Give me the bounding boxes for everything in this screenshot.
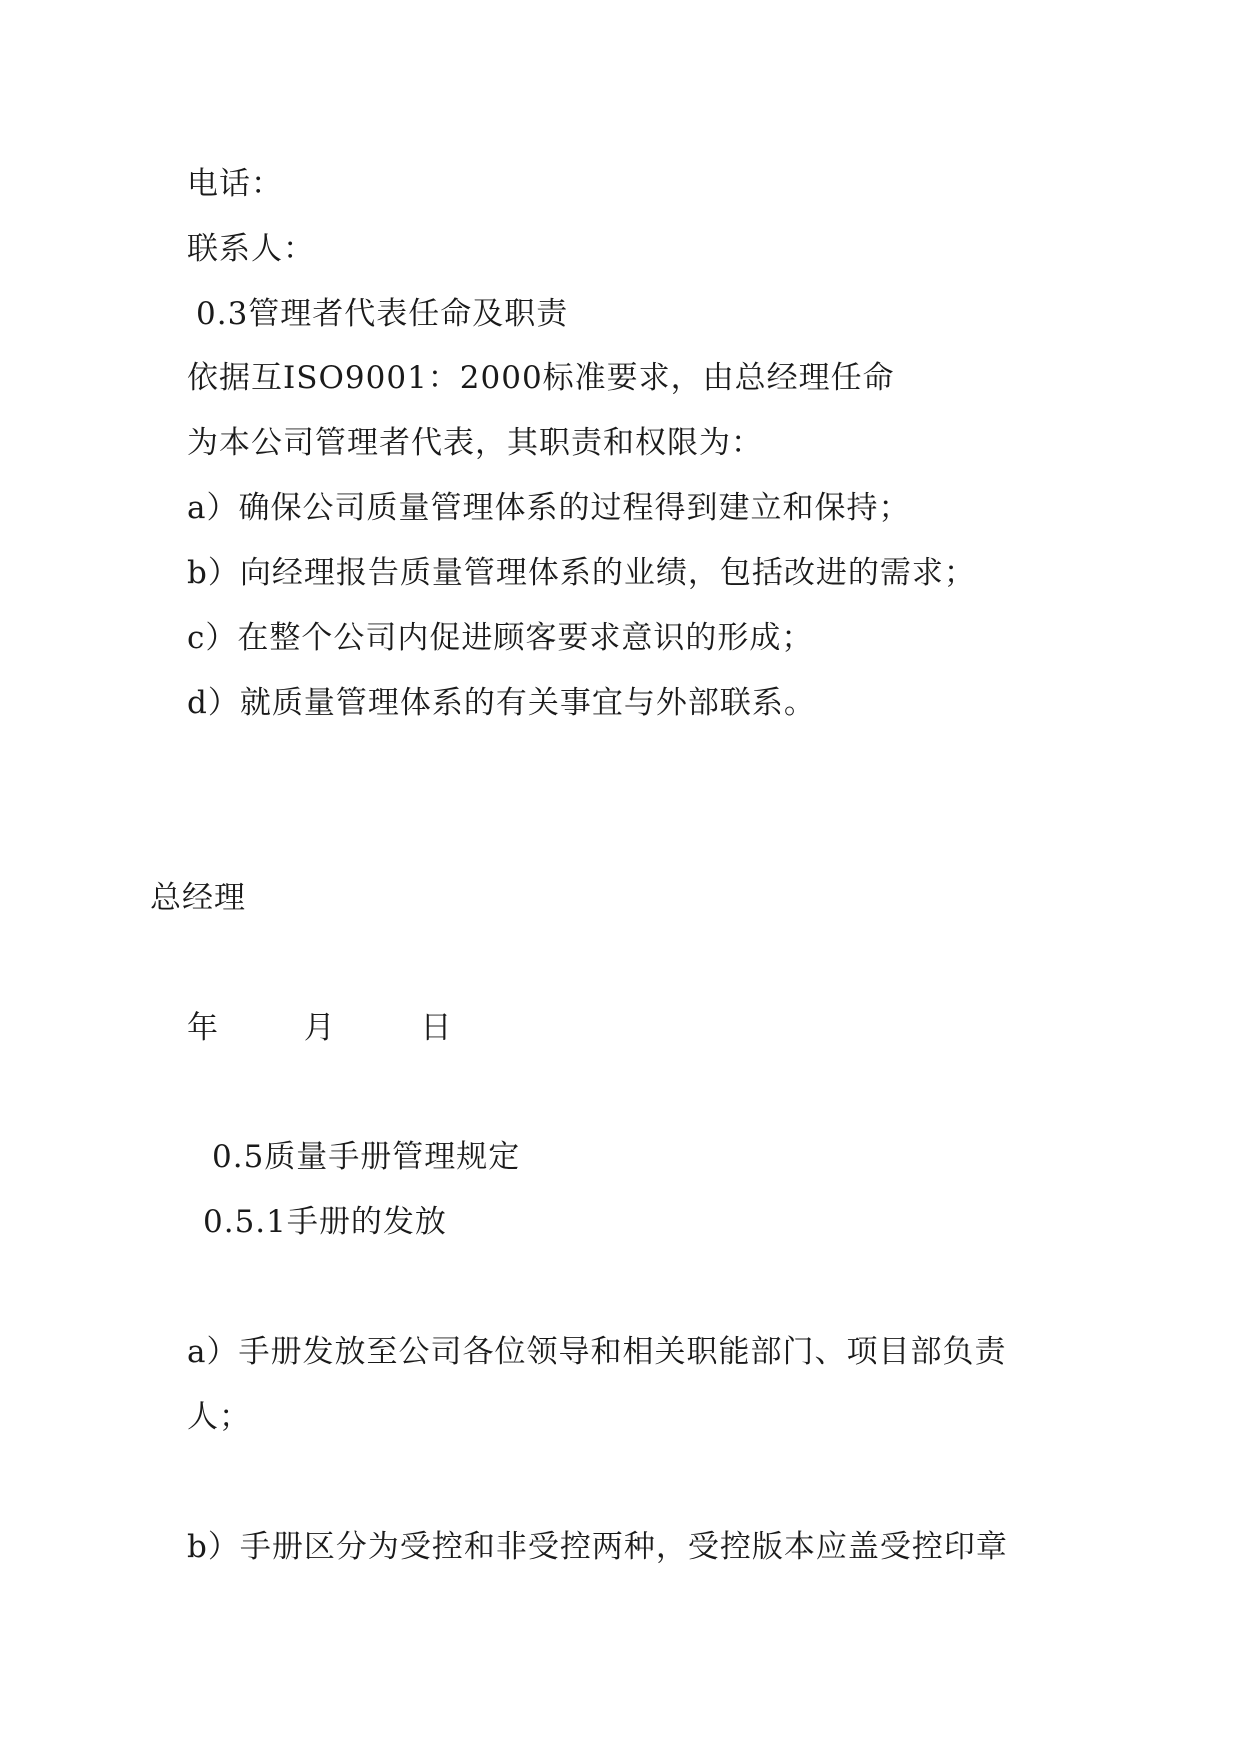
duty-item-c: c）在整个公司内促进顾客要求意识的形成； — [187, 620, 814, 656]
duty-item-d: d）就质量管理体系的有关事宜与外部联系。 — [187, 685, 816, 721]
section-0-3-intro-line1: 依据互ISO9001：2000标准要求，由总经理任命 — [187, 360, 895, 396]
distribution-item-b-line1: b）手册区分为受控和非受控两种，受控版本应盖受控印章 — [187, 1529, 1008, 1565]
contact-person-label: 联系人： — [187, 231, 315, 267]
distribution-item-a-line1: a）手册发放至公司各位领导和相关职能部门、项目部负责 — [187, 1334, 1007, 1370]
section-0-5-heading: 0.5质量手册管理规定 — [212, 1139, 521, 1175]
section-0-5-1-subheading: 0.5.1手册的发放 — [203, 1204, 447, 1240]
date-year: 年 — [187, 1010, 219, 1046]
date-month: 月 — [303, 1010, 336, 1046]
distribution-item-a-line2: 人； — [187, 1399, 251, 1435]
signature-date — [187, 1008, 452, 1048]
date-day: 日 — [420, 1010, 453, 1046]
duty-item-b: b）向经理报告质量管理体系的业绩，包括改进的需求； — [187, 555, 976, 591]
phone-label: 电话： — [187, 166, 283, 202]
duty-item-a: a）确保公司质量管理体系的过程得到建立和保持； — [187, 490, 911, 526]
section-0-3-intro-line2: 为本公司管理者代表，其职责和权限为： — [187, 425, 763, 461]
signature-title: 总经理 — [150, 880, 246, 916]
section-0-3-heading: 0.3管理者代表任命及职责 — [196, 296, 569, 332]
